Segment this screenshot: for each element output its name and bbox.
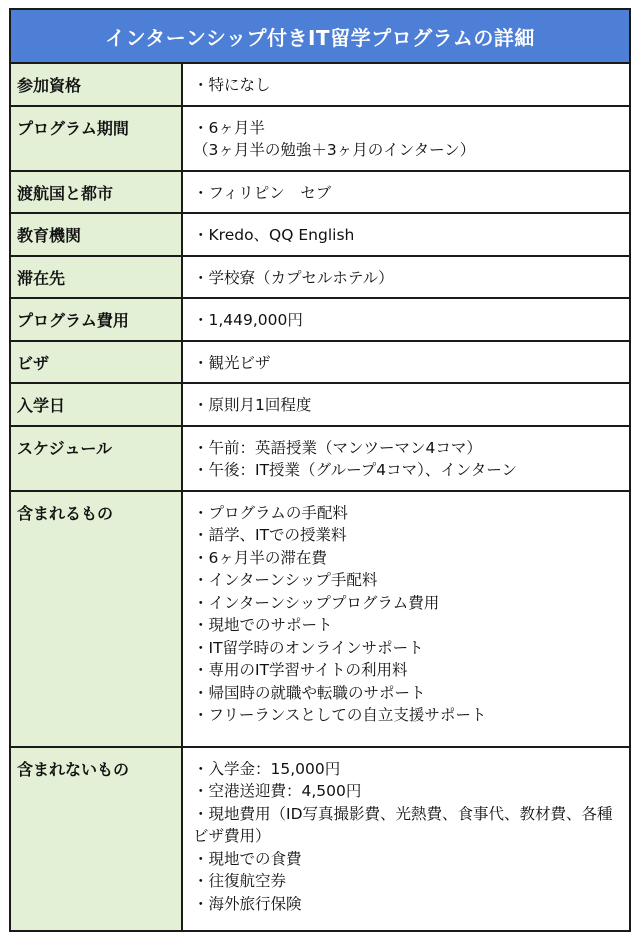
value-line: ・Kredo、QQ English [193,226,355,244]
value-line: ・IT留学時のオンラインサポート [193,638,424,657]
row-value [182,213,630,256]
value-line: ・インターンシッププログラム費用 [193,593,440,612]
table-row [10,747,630,931]
value-line: ・往復航空券 [193,872,287,890]
value-line: ・専用のIT学習サイトの利用料 [193,661,408,679]
table-row [10,171,630,214]
value-line: ・フィリピン セブ [193,183,332,202]
row-label: プログラム費用 [10,298,182,341]
value-line: ・帰国時の就職や転職のサポート [193,683,426,702]
row-label: 渡航国と都市 [10,171,182,214]
row-value [182,256,630,299]
table-row [10,341,630,384]
program-details-table [9,8,631,932]
table-row [10,213,630,256]
table-row [10,298,630,341]
value-line: ・インターンシップ手配料 [193,571,378,589]
row-value [182,426,630,491]
row-label: 含まれないもの [10,747,182,931]
row-value [182,341,630,384]
value-line: ・現地費用（ID写真撮影費、光熱費、食事代、教材費、各種ビザ費用） [193,804,613,845]
table-row [10,383,630,426]
value-line: ・6ヶ月半 [193,118,265,137]
row-label: 参加資格 [10,63,182,106]
row-label: プログラム期間 [10,106,182,171]
row-label: スケジュール [10,426,182,491]
row-value [182,63,630,106]
row-value [182,171,630,214]
value-line: ・現地でのサポート [193,616,333,634]
value-line: ・プログラムの手配料 [193,503,348,522]
table-title-row [10,9,630,63]
value-line: ・観光ビザ [193,353,271,372]
table-row [10,106,630,171]
table-row [10,63,630,106]
value-line: ・入学金：15,000円 [193,759,341,778]
row-value [182,298,630,341]
value-line: ・午前：英語授業（マンツーマン4コマ） [193,438,482,457]
value-line: ・海外旅行保険 [193,894,302,913]
row-label: ビザ [10,341,182,384]
value-line: ・空港送迎費：4,500円 [193,782,362,800]
value-line: ・原則月1回程度 [193,396,312,414]
table-title: インターンシップ付きIT留学プログラムの詳細 [10,9,630,63]
value-line: （3ヶ月半の勉強＋3ヶ月のインターン） [193,141,476,159]
value-line: ・学校寮（カプセルホテル） [193,268,394,287]
row-label: 含まれるもの [10,491,182,747]
row-value [182,747,630,931]
value-line: ・午後：IT授業（グループ4コマ）、インターン [193,461,517,479]
row-value [182,491,630,747]
value-line: ・語学、ITでの授業料 [193,526,347,544]
row-value [182,106,630,171]
table-row [10,491,630,747]
value-line: ・特になし [193,76,271,94]
table-row [10,426,630,491]
row-value [182,383,630,426]
row-label: 滞在先 [10,256,182,299]
table-row [10,256,630,299]
value-line: ・1,449,000円 [193,311,303,329]
row-label: 入学日 [10,383,182,426]
value-line: ・現地での食費 [193,849,302,868]
value-line: ・6ヶ月半の滞在費 [193,548,327,567]
row-label: 教育機関 [10,213,182,256]
value-line: ・フリーランスとしての自立支援サポート [193,706,487,724]
